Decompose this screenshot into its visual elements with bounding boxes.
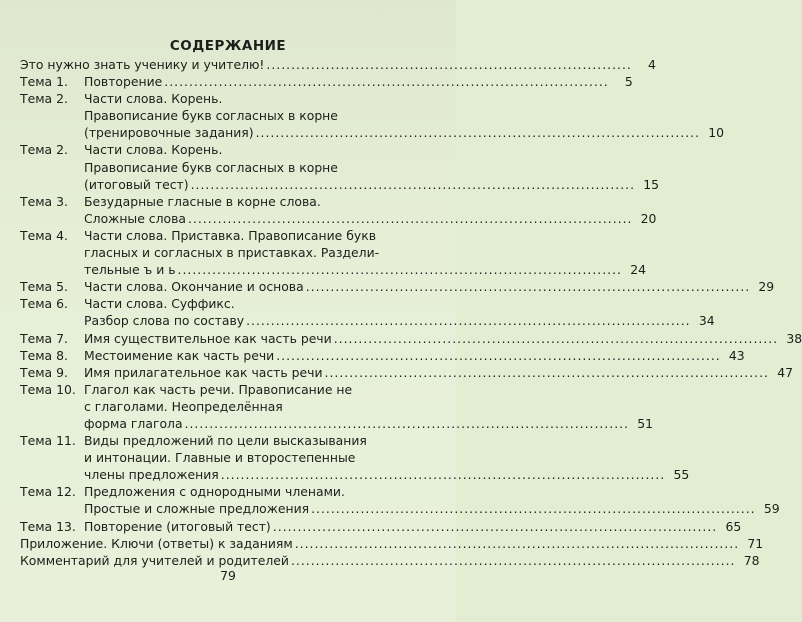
toc-leader: .......................................................................................... bbox=[255, 125, 701, 141]
table-of-contents bbox=[20, 56, 802, 569]
toc-entry-text: Виды предложений по цели высказывания bbox=[84, 433, 367, 449]
toc-entry-page: 34 bbox=[698, 313, 715, 329]
toc-entry-label: Тема 2. bbox=[20, 91, 68, 107]
toc-entry-text: Части слова. Приставка. Правописание букв bbox=[84, 227, 377, 243]
toc-entry-text: (итоговый тест) bbox=[84, 176, 189, 192]
toc-entry-text: Простые и сложные предложения bbox=[84, 501, 310, 517]
toc-leader: .......................................................................................... bbox=[305, 279, 751, 295]
toc-entry-text: Части слова. Корень. bbox=[84, 91, 223, 107]
toc-entry bbox=[20, 330, 802, 347]
toc-entry bbox=[20, 73, 633, 90]
toc-appendix-page: 71 bbox=[747, 535, 764, 551]
toc-entry-text: Имя существительное как часть речи bbox=[84, 330, 332, 346]
toc-appendix-text: Приложение. Ключи (ответы) к заданиям bbox=[20, 535, 293, 551]
toc-entry bbox=[20, 295, 715, 329]
toc-appendix-text: Комментарий для учителей и родителей bbox=[20, 552, 289, 568]
toc-intro-text: Это нужно знать ученику и учителю! bbox=[20, 57, 265, 72]
toc-entry-label: Тема 2. bbox=[20, 142, 68, 158]
toc-entry-page: 29 bbox=[758, 279, 775, 295]
toc-leader: .......................................................................................... bbox=[311, 501, 756, 517]
toc-entry bbox=[20, 518, 742, 535]
toc-entry-label: Тема 3. bbox=[20, 193, 68, 209]
toc-leader: .......................................................................................... bbox=[187, 210, 633, 226]
toc-entry-page: 59 bbox=[763, 501, 780, 517]
toc-entry-text: Части слова. Окончание и основа bbox=[84, 279, 304, 295]
toc-entry bbox=[20, 347, 745, 364]
toc-entry-page: 5 bbox=[624, 74, 633, 90]
page-number: 79 bbox=[220, 568, 236, 583]
toc-entry-page: 43 bbox=[728, 347, 745, 363]
toc-leader: .......................................................................................... bbox=[294, 535, 740, 551]
toc-leader: .......................................................................................... bbox=[164, 74, 609, 90]
toc-entry-text: Части слова. Суффикс. bbox=[84, 296, 235, 312]
toc-entry bbox=[20, 227, 646, 278]
toc-entry-text: Части слова. Корень. bbox=[84, 142, 223, 158]
toc-entry-label: Тема 13. bbox=[20, 518, 76, 534]
toc-leader: .......................................................................................... bbox=[272, 518, 718, 534]
toc-intro-page: 4 bbox=[647, 57, 656, 72]
toc-entry-text: Разбор слова по составу bbox=[84, 313, 245, 329]
toc-leader: .......................................................................................... bbox=[276, 347, 721, 363]
toc-leader: .......................................................................................... bbox=[220, 467, 666, 483]
toc-entry-text: Безударные гласные в корне слова. bbox=[84, 193, 321, 209]
page-title: СОДЕРЖАНИЕ bbox=[169, 38, 287, 54]
toc-entry-label: Тема 6. bbox=[20, 296, 68, 312]
toc-entry-label: Тема 9. bbox=[20, 364, 68, 380]
toc-entry-text: (тренировочные задания) bbox=[84, 125, 254, 141]
toc-leader: .......................................................................................... bbox=[246, 313, 691, 329]
toc-entry-page: 24 bbox=[630, 262, 646, 278]
toc-entry-text: гласных и согласных в приставках. Раздели- bbox=[84, 245, 380, 261]
toc-entry-text: форма глагола bbox=[84, 415, 183, 431]
toc-entry-label: Тема 11. bbox=[20, 433, 76, 449]
toc-entry-text: члены предложения bbox=[84, 467, 219, 483]
toc-entry-label: Тема 12. bbox=[20, 484, 76, 500]
toc-entry-text: Предложения с однородными членами. bbox=[84, 484, 345, 500]
toc-entry-page: 55 bbox=[673, 467, 690, 483]
toc-entry bbox=[20, 193, 657, 227]
toc-entry-text: Правописание букв согласных в корне bbox=[84, 159, 338, 175]
toc-entry-text: Повторение (итоговый тест) bbox=[84, 518, 271, 534]
toc-entry-text: с глаголами. Неопределённая bbox=[84, 398, 283, 414]
toc-entry-page: 15 bbox=[643, 176, 660, 192]
toc-entry bbox=[20, 364, 793, 381]
toc-entry-text: тельные ъ и ь bbox=[84, 262, 176, 278]
toc-entry-label: Тема 4. bbox=[20, 227, 68, 243]
toc-entry-page: 38 bbox=[786, 330, 802, 346]
toc-entry-text: Глагол как часть речи. Правописание не bbox=[84, 381, 353, 397]
toc-leader: .......................................................................... bbox=[266, 57, 632, 72]
toc-intro bbox=[20, 56, 656, 73]
toc-entry-page: 47 bbox=[777, 364, 793, 380]
toc-entry-label: Тема 5. bbox=[20, 279, 68, 295]
toc-entry-text: Имя прилагательное как часть речи bbox=[84, 364, 323, 380]
toc-entry-page: 10 bbox=[708, 125, 725, 141]
toc-leader: .......................................................................................... bbox=[190, 176, 636, 192]
toc-entry-text: Правописание букв согласных в корне bbox=[84, 108, 338, 124]
toc-entry-text: Сложные слова bbox=[84, 210, 186, 226]
toc-entry bbox=[20, 278, 775, 295]
toc-leader: .......................................................................................... bbox=[324, 364, 769, 380]
toc-entry-text: Местоимение как часть речи bbox=[84, 347, 275, 363]
toc-entry-label: Тема 10. bbox=[20, 381, 76, 397]
toc-entry bbox=[20, 141, 660, 192]
toc-entry-page: 51 bbox=[637, 415, 654, 431]
toc-entry-text: Повторение bbox=[84, 74, 163, 90]
toc-entry bbox=[20, 432, 690, 483]
toc-entry bbox=[20, 90, 725, 141]
toc-appendix-entry bbox=[20, 535, 764, 552]
toc-entry-label: Тема 7. bbox=[20, 330, 68, 346]
toc-leader: .......................................................................................... bbox=[333, 330, 779, 346]
toc-entry bbox=[20, 381, 654, 432]
toc-entry-page: 65 bbox=[725, 518, 742, 534]
toc-entry-label: Тема 1. bbox=[20, 74, 68, 90]
toc-entry-text: и интонации. Главные и второстепенные bbox=[84, 450, 356, 466]
toc-entry-page: 20 bbox=[640, 210, 657, 226]
toc-leader: .......................................................................................... bbox=[177, 262, 622, 278]
toc-entry-label: Тема 8. bbox=[20, 347, 68, 363]
toc-leader: .......................................................................................... bbox=[290, 552, 736, 568]
toc-leader: .......................................................................................... bbox=[184, 415, 630, 431]
toc-entry bbox=[20, 483, 780, 517]
toc-appendix-page: 78 bbox=[743, 552, 760, 568]
toc-appendix-entry bbox=[20, 552, 760, 569]
